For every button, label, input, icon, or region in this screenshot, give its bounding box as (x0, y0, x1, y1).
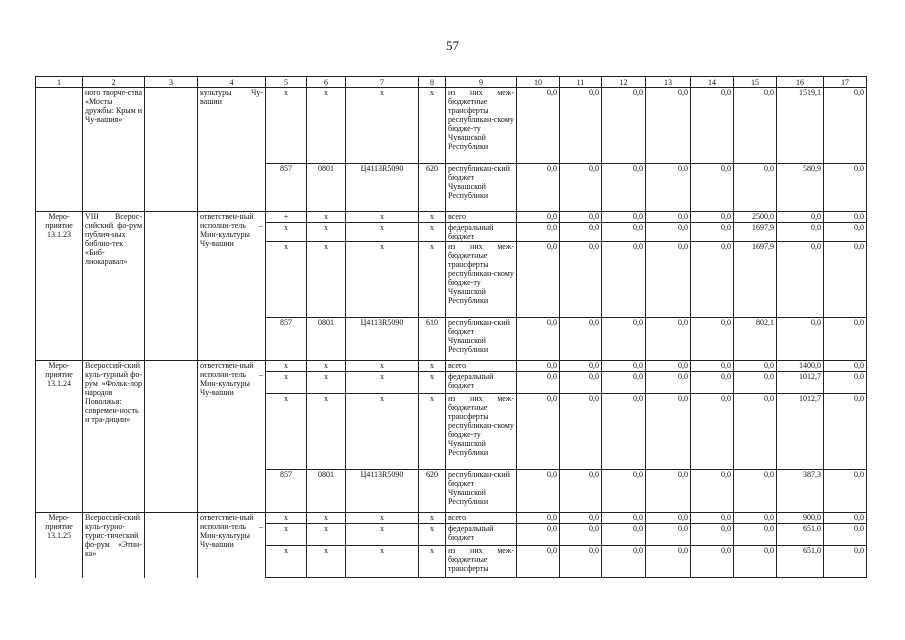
table-row (36, 212, 867, 223)
amount-cell: 0,0 (517, 242, 560, 318)
amount-cell: 0,0 (602, 513, 646, 524)
column-header: 7 (346, 77, 419, 88)
amount-cell: 0,0 (734, 513, 777, 524)
column-header: 14 (691, 77, 734, 88)
table-row (36, 361, 867, 372)
amount-cell: 1012,7 (777, 394, 824, 470)
table-body (36, 88, 867, 578)
amount-cell: 0,0 (602, 361, 646, 372)
amount-cell: 0,0 (560, 394, 602, 470)
column-header: 3 (145, 77, 198, 88)
column-header: 6 (307, 77, 346, 88)
column-header: 12 (602, 77, 646, 88)
amount-cell: 0,0 (560, 546, 602, 578)
target-code-cell: х (346, 242, 419, 318)
column-header: 8 (419, 77, 446, 88)
target-code-cell: х (346, 223, 419, 242)
section-code-cell: х (307, 361, 346, 372)
section-code-cell: х (307, 223, 346, 242)
measure-name-cell: Всероссий-ский куль-турно-турис-тический фо-рум «Этни-ка» (83, 513, 145, 578)
amount-cell: 1697,9 (734, 242, 777, 318)
section-code-cell: х (307, 513, 346, 524)
amount-cell: 0,0 (824, 394, 867, 470)
amount-cell: 0,0 (646, 524, 691, 546)
expense-type-cell: х (419, 394, 446, 470)
grbs-code-cell: х (266, 361, 307, 372)
amount-cell: 1012,7 (777, 372, 824, 394)
amount-cell: 0,0 (517, 546, 560, 578)
amount-cell: 0,0 (517, 372, 560, 394)
amount-cell: 0,0 (646, 361, 691, 372)
funding-source-cell: из них меж-бюджетные трансферты республикан-скому бюдже-ту Чувашской Республики (446, 242, 517, 318)
amount-cell: 0,0 (560, 164, 602, 212)
expense-type-cell: х (419, 88, 446, 164)
amount-cell: 0,0 (646, 242, 691, 318)
grbs-code-cell: х (266, 546, 307, 578)
measure-code-cell: Меро-приятие 13.1.23 (36, 212, 83, 361)
target-code-cell: х (346, 394, 419, 470)
column-header: 13 (646, 77, 691, 88)
target-code-cell: х (346, 88, 419, 164)
amount-cell: 0,0 (777, 318, 824, 361)
amount-cell: 0,0 (560, 88, 602, 164)
amount-cell: 0,0 (691, 88, 734, 164)
amount-cell: 0,0 (560, 470, 602, 513)
grbs-code-cell: + (266, 212, 307, 223)
column-header: 1 (36, 77, 83, 88)
expense-type-cell: х (419, 524, 446, 546)
amount-cell: 0,0 (824, 164, 867, 212)
amount-cell: 0,0 (646, 223, 691, 242)
executor-cell: ответствен-ный исполни-тель – Мин-культуры Чу-вашии (198, 212, 266, 361)
amount-cell: 0,0 (560, 372, 602, 394)
expense-type-cell: х (419, 223, 446, 242)
amount-cell: 900,0 (777, 513, 824, 524)
amount-cell: 0,0 (734, 361, 777, 372)
column-header: 5 (266, 77, 307, 88)
amount-cell: 0,0 (517, 164, 560, 212)
target-code-cell: х (346, 372, 419, 394)
grbs-code-cell: х (266, 88, 307, 164)
amount-cell: 0,0 (602, 372, 646, 394)
amount-cell: 802,1 (734, 318, 777, 361)
amount-cell: 0,0 (691, 223, 734, 242)
section-code-cell: 0801 (307, 318, 346, 361)
amount-cell: 1697,9 (734, 223, 777, 242)
grbs-code-cell: х (266, 242, 307, 318)
expense-type-cell: х (419, 513, 446, 524)
executor-cell: ответствен-ный исполни-тель – Мин-культуры Чу-вашии (198, 361, 266, 513)
amount-cell: 0,0 (824, 88, 867, 164)
amount-cell: 0,0 (691, 361, 734, 372)
table-row (36, 88, 867, 164)
amount-cell: 0,0 (517, 361, 560, 372)
expense-type-cell: х (419, 546, 446, 578)
page-number: 57 (446, 38, 459, 53)
grbs-code-cell: х (266, 394, 307, 470)
column-header: 10 (517, 77, 560, 88)
funding-source-cell: республикан-ский бюджет Чувашской Республики (446, 164, 517, 212)
amount-cell: 0,0 (691, 394, 734, 470)
amount-cell: 0,0 (824, 546, 867, 578)
expense-type-cell: х (419, 361, 446, 372)
amount-cell: 0,0 (646, 88, 691, 164)
amount-cell: 0,0 (602, 546, 646, 578)
column-header: 9 (446, 77, 517, 88)
amount-cell: 0,0 (646, 164, 691, 212)
column-number-row (36, 77, 867, 88)
section-code-cell: х (307, 546, 346, 578)
funding-source-cell: из них меж-бюджетные трансферты республикан-скому бюдже-ту Чувашской Республики (446, 394, 517, 470)
amount-cell: 0,0 (734, 524, 777, 546)
target-code-cell: Ц4113R5090 (346, 164, 419, 212)
amount-cell: 651,0 (777, 524, 824, 546)
amount-cell: 0,0 (560, 318, 602, 361)
section-code-cell: х (307, 372, 346, 394)
target-code-cell: х (346, 212, 419, 223)
amount-cell: 0,0 (517, 524, 560, 546)
section-code-cell: 0801 (307, 164, 346, 212)
amount-cell: 0,0 (517, 212, 560, 223)
section-code-cell: х (307, 394, 346, 470)
amount-cell: 1400,0 (777, 361, 824, 372)
amount-cell: 0,0 (824, 372, 867, 394)
target-code-cell: Ц4113R5090 (346, 318, 419, 361)
amount-cell: 0,0 (691, 513, 734, 524)
grbs-code-cell: 857 (266, 470, 307, 513)
amount-cell: 0,0 (824, 524, 867, 546)
expense-type-cell: 620 (419, 164, 446, 212)
column-header: 16 (777, 77, 824, 88)
amount-cell: 0,0 (517, 318, 560, 361)
amount-cell: 0,0 (560, 513, 602, 524)
amount-cell: 0,0 (602, 524, 646, 546)
grbs-code-cell: 857 (266, 318, 307, 361)
amount-cell: 0,0 (734, 394, 777, 470)
amount-cell: 0,0 (517, 88, 560, 164)
expense-type-cell: 620 (419, 470, 446, 513)
funding-source-cell: из них меж-бюджетные трансферты республикан-скому бюдже-ту Чувашской Республики (446, 88, 517, 164)
target-code-cell: х (346, 513, 419, 524)
amount-cell: 2500,0 (734, 212, 777, 223)
section-code-cell: х (307, 524, 346, 546)
section-code-cell: х (307, 242, 346, 318)
expense-type-cell: х (419, 212, 446, 223)
amount-cell: 0,0 (734, 88, 777, 164)
amount-cell: 0,0 (517, 223, 560, 242)
amount-cell: 0,0 (560, 212, 602, 223)
column-header: 11 (560, 77, 602, 88)
funding-source-cell: всего (446, 513, 517, 524)
participant-cell (145, 513, 198, 578)
participant-cell (145, 361, 198, 513)
column-header: 15 (734, 77, 777, 88)
column-header: 17 (824, 77, 867, 88)
amount-cell: 0,0 (824, 212, 867, 223)
column-header: 4 (198, 77, 266, 88)
amount-cell: 0,0 (691, 242, 734, 318)
amount-cell: 0,0 (646, 470, 691, 513)
amount-cell: 0,0 (646, 513, 691, 524)
amount-cell: 0,0 (734, 546, 777, 578)
amount-cell: 0,0 (777, 242, 824, 318)
amount-cell: 0,0 (734, 372, 777, 394)
amount-cell: 0,0 (602, 212, 646, 223)
amount-cell: 0,0 (691, 212, 734, 223)
amount-cell: 0,0 (602, 223, 646, 242)
budget-table (35, 76, 867, 578)
funding-source-cell: республикан-ский бюджет Чувашской Республики (446, 470, 517, 513)
section-code-cell: 0801 (307, 470, 346, 513)
measure-code-cell: Меро-приятие 13.1.24 (36, 361, 83, 513)
amount-cell: 0,0 (560, 223, 602, 242)
amount-cell: 387,3 (777, 470, 824, 513)
table-row (36, 513, 867, 524)
amount-cell: 0,0 (560, 242, 602, 318)
amount-cell: 0,0 (517, 394, 560, 470)
funding-source-cell: федеральный бюджет (446, 223, 517, 242)
grbs-code-cell: х (266, 372, 307, 394)
amount-cell: 0,0 (517, 513, 560, 524)
amount-cell: 0,0 (602, 164, 646, 212)
amount-cell: 0,0 (646, 394, 691, 470)
grbs-code-cell: х (266, 513, 307, 524)
amount-cell: 0,0 (824, 361, 867, 372)
amount-cell: 0,0 (560, 361, 602, 372)
target-code-cell: х (346, 546, 419, 578)
section-code-cell: х (307, 212, 346, 223)
amount-cell: 0,0 (824, 470, 867, 513)
column-header: 2 (83, 77, 145, 88)
amount-cell: 0,0 (602, 470, 646, 513)
measure-code-cell: Меро-приятие 13.1.25 (36, 513, 83, 578)
expense-type-cell: 610 (419, 318, 446, 361)
executor-cell: ответствен-ный исполни-тель – Мин-культуры Чу-вашии (198, 513, 266, 578)
amount-cell: 0,0 (646, 372, 691, 394)
amount-cell: 0,0 (691, 318, 734, 361)
funding-source-cell: из них меж-бюджетные трансферты (446, 546, 517, 578)
measure-name-cell: Всероссий-ский куль-турный фо-рум «Фольк-лор народов Поволжья: современ-ность и тра-диции» (83, 361, 145, 513)
funding-source-cell: всего (446, 361, 517, 372)
amount-cell: 0,0 (824, 318, 867, 361)
amount-cell: 0,0 (646, 318, 691, 361)
amount-cell: 0,0 (777, 223, 824, 242)
expense-type-cell: х (419, 242, 446, 318)
target-code-cell: х (346, 361, 419, 372)
section-code-cell: х (307, 88, 346, 164)
amount-cell: 0,0 (824, 223, 867, 242)
grbs-code-cell: х (266, 223, 307, 242)
amount-cell: 651,0 (777, 546, 824, 578)
amount-cell: 0,0 (777, 212, 824, 223)
amount-cell: 0,0 (824, 242, 867, 318)
amount-cell: 0,0 (734, 470, 777, 513)
amount-cell: 0,0 (691, 470, 734, 513)
measure-code-cell (36, 88, 83, 212)
funding-source-cell: федеральный бюджет (446, 372, 517, 394)
funding-source-cell: всего (446, 212, 517, 223)
participant-cell (145, 212, 198, 361)
amount-cell: 0,0 (691, 546, 734, 578)
target-code-cell: Ц4113R5090 (346, 470, 419, 513)
amount-cell: 0,0 (824, 513, 867, 524)
amount-cell: 0,0 (734, 164, 777, 212)
amount-cell: 0,0 (602, 242, 646, 318)
amount-cell: 0,0 (691, 164, 734, 212)
measure-name-cell: VIII Всерос-сийский фо-рум публич-ных библио-тек «Биб-лиокаравал» (83, 212, 145, 361)
target-code-cell: х (346, 524, 419, 546)
participant-cell (145, 88, 198, 212)
amount-cell: 0,0 (602, 318, 646, 361)
amount-cell: 0,0 (691, 524, 734, 546)
funding-source-cell: федеральный бюджет (446, 524, 517, 546)
expense-type-cell: х (419, 372, 446, 394)
amount-cell: 1519,1 (777, 88, 824, 164)
amount-cell: 0,0 (646, 546, 691, 578)
amount-cell: 0,0 (560, 524, 602, 546)
measure-name-cell: ного творче-ства «Мосты дружбы: Крым и Чу-вашия» (83, 88, 145, 212)
funding-source-cell: республикан-ский бюджет Чувашской Республики (446, 318, 517, 361)
grbs-code-cell: 857 (266, 164, 307, 212)
amount-cell: 0,0 (602, 88, 646, 164)
amount-cell: 0,0 (602, 394, 646, 470)
executor-cell: культуры Чу-вашии (198, 88, 266, 212)
grbs-code-cell: х (266, 524, 307, 546)
amount-cell: 0,0 (517, 470, 560, 513)
amount-cell: 0,0 (646, 212, 691, 223)
amount-cell: 0,0 (691, 372, 734, 394)
amount-cell: 580,9 (777, 164, 824, 212)
